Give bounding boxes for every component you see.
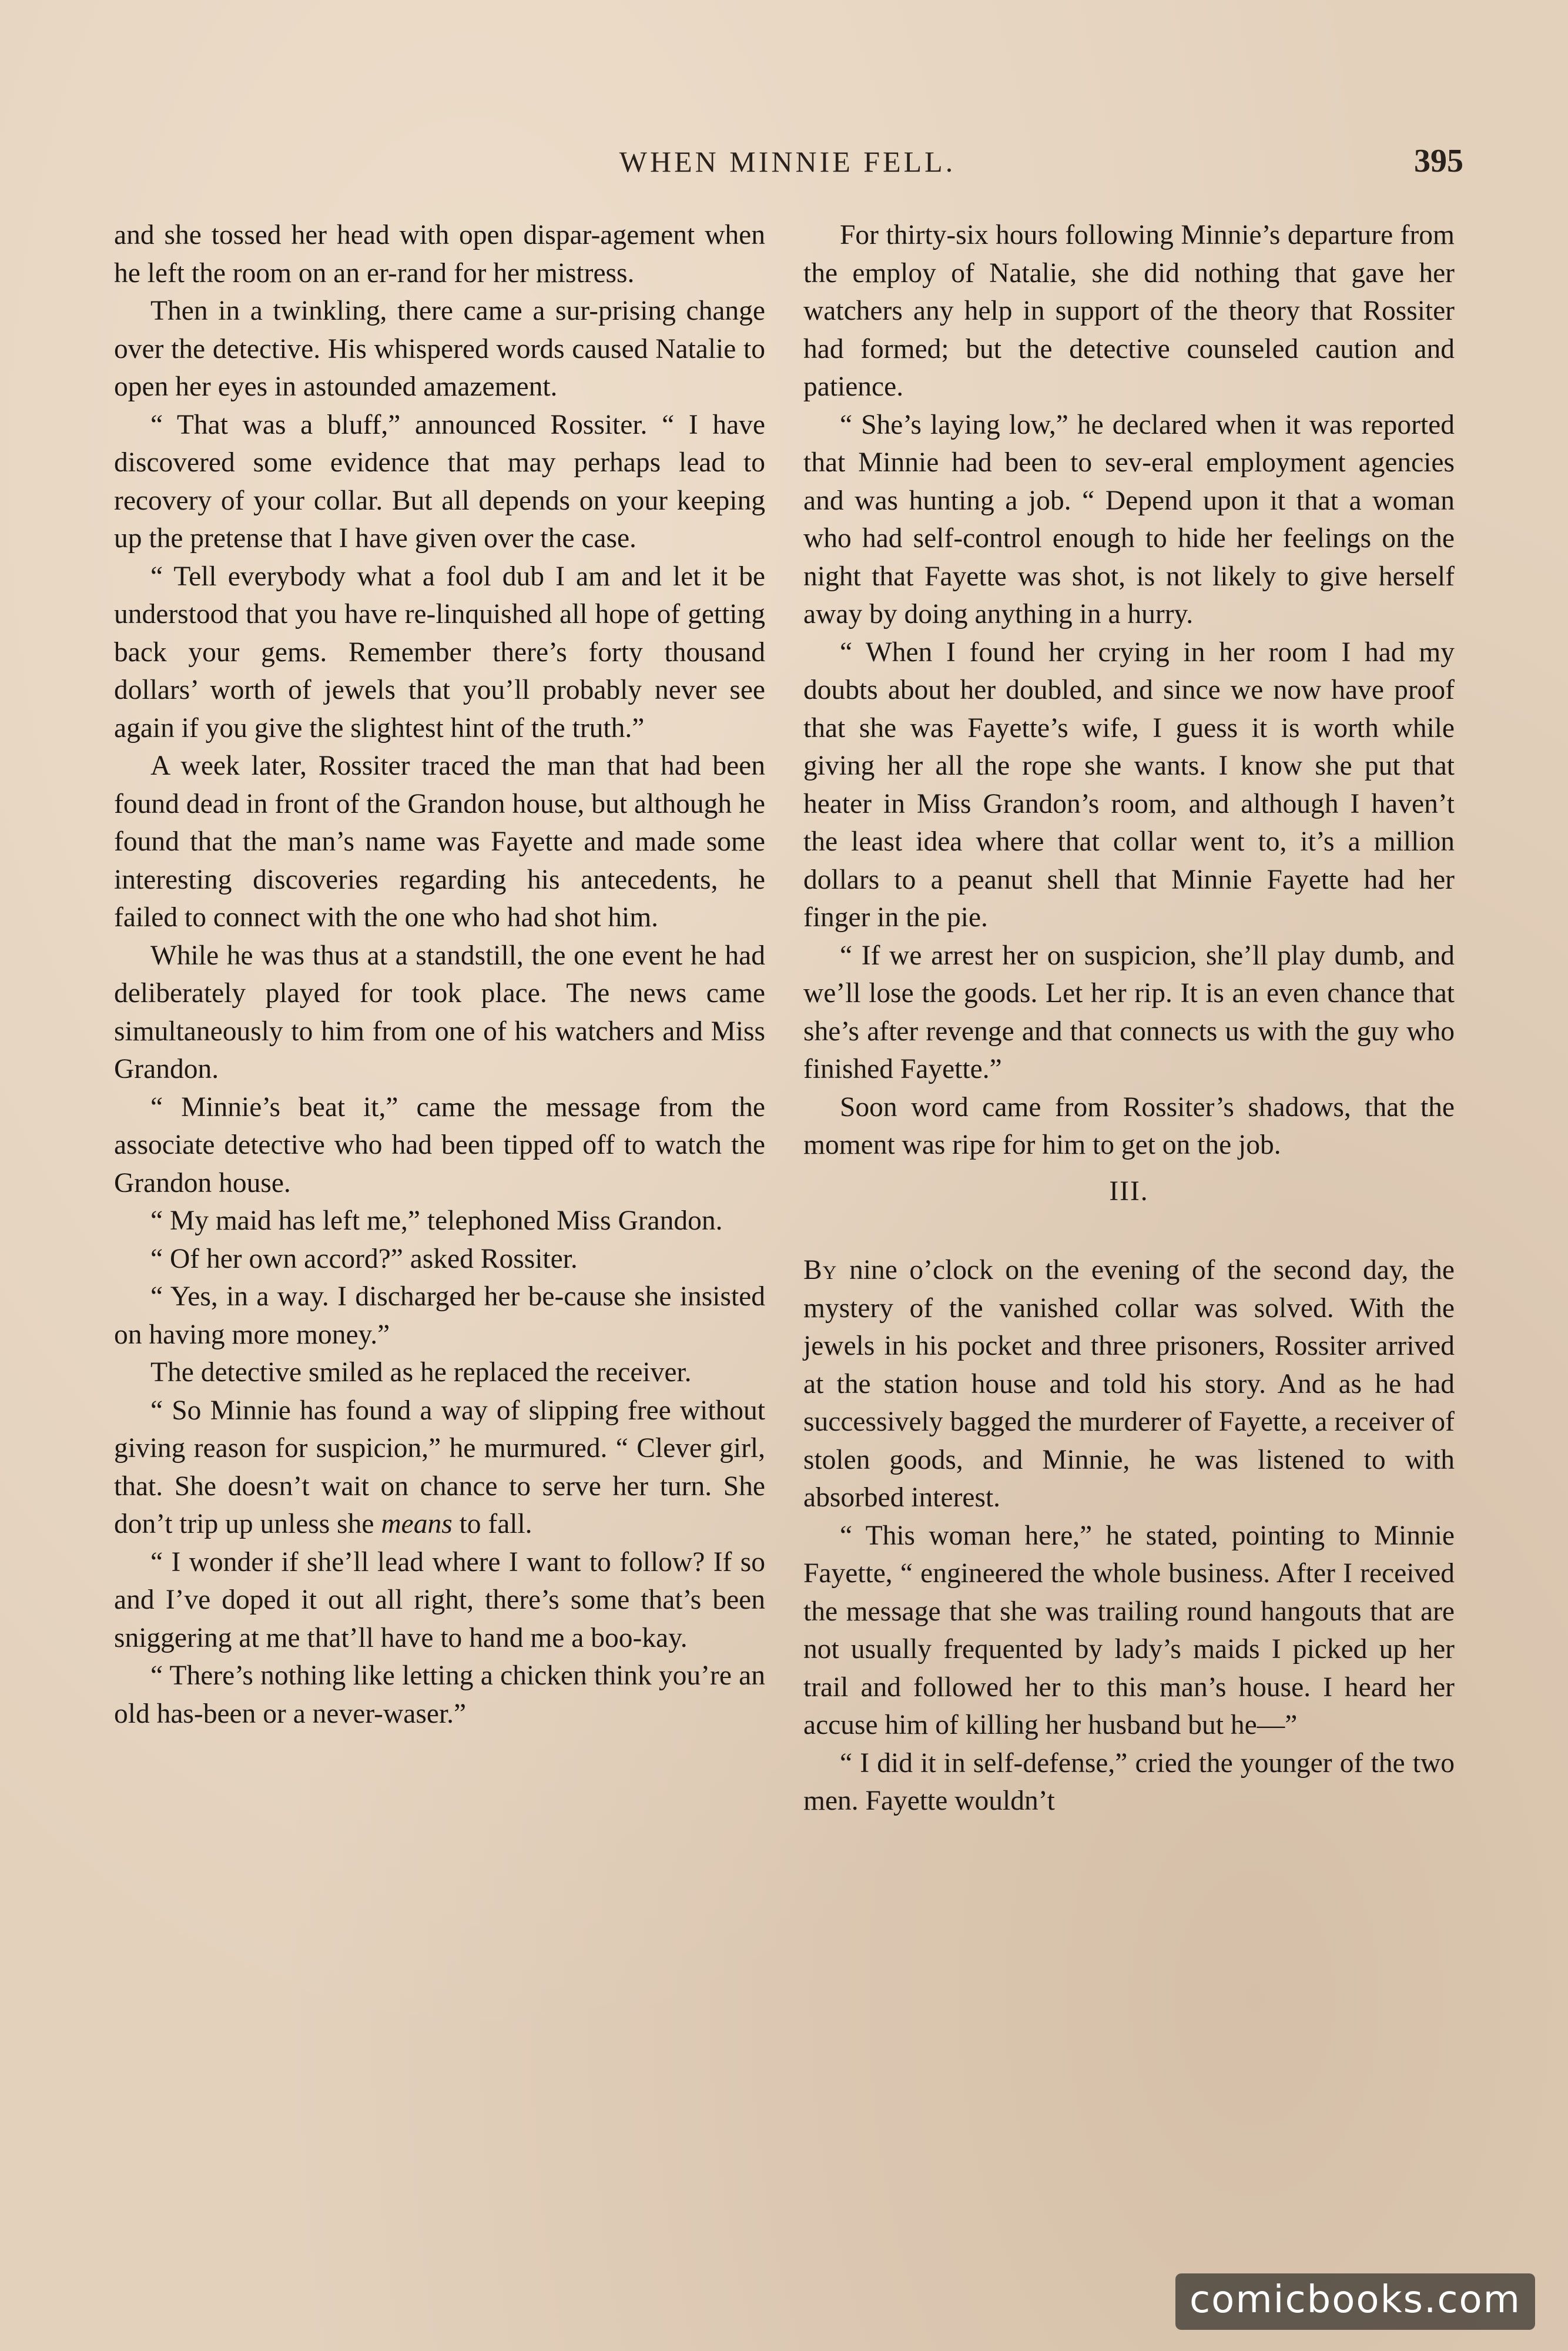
paragraph: “ I wonder if she’ll lead where I want to follow? If so and I’ve doped it out all right, there’s some that’s been sniggering at me that’ll have to hand me a boo-kay. <box>114 1546 765 1653</box>
paragraph: “ Of her own accord?” asked Rossiter. <box>150 1243 578 1274</box>
right-column <box>803 216 1455 1820</box>
paragraph: Then in a twinkling, there came a sur-prising change over the detective. His whispered words caused Natalie to open her eyes in astounded amazement. <box>114 296 765 402</box>
running-title: WHEN MINNIE FELL. <box>619 145 956 178</box>
paragraph: “ If we arrest her on suspicion, she’ll play dumb, and we’ll lose the goods. Let her rip. It is an even chance that she’s after revenge and that connects us with the guy who finished Fayette.” <box>803 940 1455 1084</box>
paragraph-text-tail: to fall. <box>452 1509 532 1539</box>
left-column <box>114 216 765 1733</box>
paragraph: “ This woman here,” he stated, pointing to Minnie Fayette, “ engineered the whole business. After I received the message that she was trailing round hangouts that are not usually frequented by lady’s maids I picked up her trail and followed her to this man’s house. I heard her accuse him of killing her husband but he—” <box>803 1520 1455 1740</box>
paragraph: “ She’s laying low,” he declared when it was reported that Minnie had been to sev-eral employment agencies and was hunting a job. “ Depend upon it that a woman who had self-control enough to hide her feelings on the night that Fayette was shot, is not likely to give herself away by doing anything in a hurry. <box>803 409 1455 629</box>
paragraph-text: “ So Minnie has found a way of slipping free without giving reason for suspicion,” he murmured. “ Clever girl, that. She doesn’t wait on chance to serve her turn. She don’t trip up unless she <box>114 1395 765 1539</box>
watermark: comicbooks.com <box>1175 2273 1535 2330</box>
paragraph: “ When I found her crying in her room I had my doubts about her doubled, and since we now have proof that she was Fayette’s wife, I guess it is worth while giving her all the rope she wants. I know she put that heater in Miss Grandon’s room, and although I haven’t the least idea where that collar went to, it’s a million dollars to a peanut shell that Minnie Fayette had her finger in the pie. <box>803 637 1455 933</box>
paragraph <box>114 1392 765 1543</box>
section-heading: III. <box>1109 1176 1149 1207</box>
paragraph <box>803 1251 1455 1517</box>
paragraph: “ There’s nothing like letting a chicken think you’re an old has-been or a never-waser.” <box>114 1660 765 1729</box>
paragraph: The detective smiled as he replaced the receiver. <box>150 1357 692 1388</box>
paragraph: “ That was a bluff,” announced Rossiter. “ I have discovered some evidence that may perhaps lead to recovery of your collar. But all depends on your keeping up the pretense that I have given over the case. <box>114 409 765 554</box>
paragraph: “ Minnie’s beat it,” came the message from the associate detective who had been tipped off to watch the Grandon house. <box>114 1091 765 1198</box>
paragraph: “ I did it in self-defense,” cried the younger of the two men. Fayette wouldn’t <box>803 1747 1455 1816</box>
page-number: 395 <box>1414 143 1463 179</box>
paragraph: “ Yes, in a way. I discharged her be-cause she insisted on having more money.” <box>114 1281 765 1350</box>
section-lead-word: By <box>803 1255 837 1285</box>
paragraph: While he was thus at a standstill, the one event he had deliberately played for took place. The news came simultaneously to him from one of his watchers and Miss Grandon. <box>114 940 765 1084</box>
paragraph: Soon word came from Rossiter’s shadows, that the moment was ripe for him to get on the job. <box>803 1091 1455 1160</box>
paragraph: For thirty-six hours following Minnie’s departure from the employ of Natalie, she did nothing that gave her watchers any help in support of the theory that Rossiter had formed; but the detective counseled caution and patience. <box>803 220 1455 402</box>
paragraph: “ My maid has left me,” telephoned Miss Grandon. <box>150 1205 723 1236</box>
running-head <box>112 145 1463 186</box>
paragraph: “ Tell everybody what a fool dub I am and let it be understood that you have re-linquished all hope of getting back your gems. Remember there’s forty thousand dollars’ worth of jewels that you’ll probably never see again if you give the slightest hint of the truth.” <box>114 561 765 744</box>
paragraph-text: nine o’clock on the evening of the second day, the mystery of the vanished collar was solved. With the jewels in his pocket and three prisoners, Rossiter arrived at the station house and told his story. And as he had successively bagged the murderer of Fayette, a receiver of stolen goods, and Minnie, he was listened to with absorbed interest. <box>803 1255 1455 1513</box>
emphasis-word: means <box>381 1509 453 1539</box>
paragraph: and she tossed her head with open dispar-agement when he left the room on an er-rand for her mistress. <box>114 220 765 289</box>
paragraph: A week later, Rossiter traced the man that had been found dead in front of the Grandon house, but although he found that the man’s name was Fayette and made some interesting discoveries regarding his antecedents, he failed to connect with the one who had shot him. <box>114 751 765 933</box>
